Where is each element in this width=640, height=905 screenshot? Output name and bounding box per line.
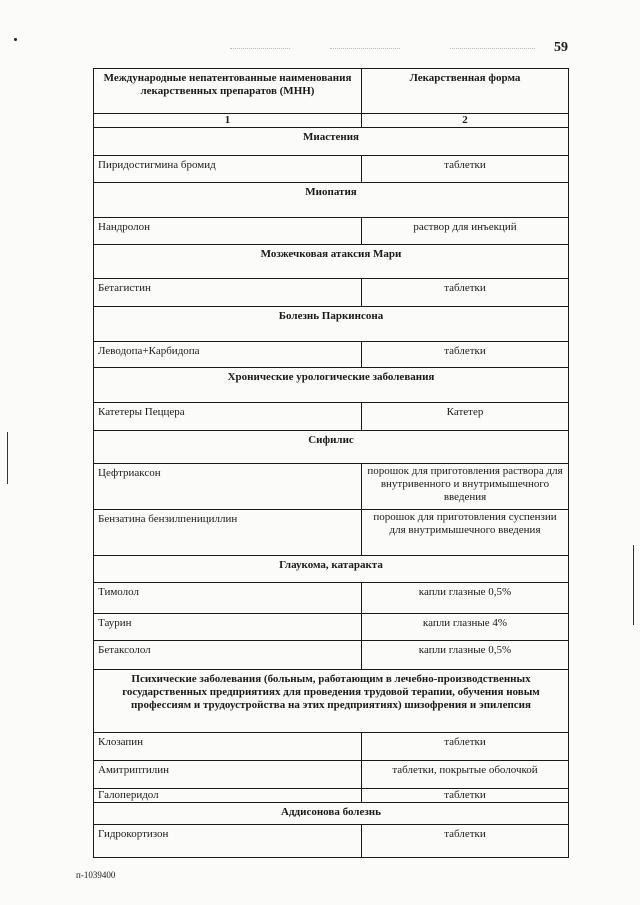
dosage-form: раствор для инъекций: [362, 218, 569, 245]
table-row: [94, 156, 569, 183]
dosage-form: Катетер: [362, 403, 569, 431]
section-title: Мозжечковая атаксия Мари: [94, 245, 569, 279]
drug-name: Галоперидол: [94, 789, 362, 803]
dosage-form: капли глазные 0,5%: [362, 583, 569, 614]
drug-name: Бензатина бензилпенициллин: [94, 510, 362, 556]
drug-name: Таурин: [94, 614, 362, 641]
document-code: п-1039400: [76, 870, 116, 880]
section-title: Болезнь Паркинсона: [94, 307, 569, 342]
section-row: [94, 183, 569, 218]
dosage-form: таблетки: [362, 789, 569, 803]
page-number: 59: [554, 40, 568, 55]
drug-name: Бетагистин: [94, 279, 362, 307]
drug-name: Гидрокортизон: [94, 825, 362, 858]
header-dosage-form: Лекарственная форма: [362, 69, 569, 114]
drug-name: Катетеры Пеццера: [94, 403, 362, 431]
scan-dash-line: [330, 48, 400, 49]
dosage-form: таблетки: [362, 733, 569, 761]
scan-dot: [14, 38, 17, 41]
drug-name: Леводопа+Карбидопа: [94, 342, 362, 368]
section-title: Миастения: [94, 128, 569, 156]
margin-mark: [633, 545, 634, 625]
table-row: [94, 825, 569, 858]
drug-name: Нандролон: [94, 218, 362, 245]
drug-name: Клозапин: [94, 733, 362, 761]
table-row: [94, 510, 569, 556]
header-mnn: Международные непатентованные наименования лекарственных препаратов (МНН): [94, 69, 362, 114]
table-row: [94, 218, 569, 245]
table-row: [94, 403, 569, 431]
section-row: [94, 307, 569, 342]
drug-name: Пиридостигмина бромид: [94, 156, 362, 183]
scan-dash-line: [450, 48, 535, 49]
dosage-form: капли глазные 4%: [362, 614, 569, 641]
dosage-form: таблетки: [362, 156, 569, 183]
section-title: Хронические урологические заболевания: [94, 368, 569, 403]
column-numbers-row: [94, 114, 569, 128]
dosage-form: таблетки: [362, 342, 569, 368]
section-row: [94, 556, 569, 583]
section-row: [94, 245, 569, 279]
dosage-form: таблетки, покрытые оболочкой: [362, 761, 569, 789]
section-title: Сифилис: [94, 431, 569, 464]
drug-name: Тимолол: [94, 583, 362, 614]
drug-name: Цефтриаксон: [94, 464, 362, 510]
column-number-1: 1: [94, 114, 362, 128]
column-number-2: 2: [362, 114, 569, 128]
dosage-form: порошок для приготовления суспензии для внутримышечного введения: [362, 510, 569, 556]
section-title: Миопатия: [94, 183, 569, 218]
section-title: Глаукома, катаракта: [94, 556, 569, 583]
section-row: [94, 128, 569, 156]
section-row: [94, 431, 569, 464]
section-title: Психические заболевания (больным, работающим в лечебно-производственных государственных предприятиях для проведения трудовой терапии, обучения новым профессиям и трудоустройства на этих предприятиях) шизофрения и эпилепсия: [94, 670, 569, 733]
table-row: [94, 583, 569, 614]
table-header-row: [94, 69, 569, 114]
section-row: [94, 368, 569, 403]
drug-name: Бетаксолол: [94, 641, 362, 670]
section-row: [94, 803, 569, 825]
table-row: [94, 342, 569, 368]
table-row: [94, 641, 569, 670]
table-row: [94, 614, 569, 641]
dosage-form: таблетки: [362, 279, 569, 307]
section-title: Аддисонова болезнь: [94, 803, 569, 825]
table-row: [94, 789, 569, 803]
table-row: [94, 279, 569, 307]
drug-name: Амитриптилин: [94, 761, 362, 789]
table-row: [94, 464, 569, 510]
dosage-form: таблетки: [362, 825, 569, 858]
medication-table: [93, 68, 569, 858]
table-row: [94, 761, 569, 789]
scan-dash-line: [230, 48, 290, 49]
dosage-form: порошок для приготовления раствора для внутривенного и внутримышечного введения: [362, 464, 569, 510]
table-row: [94, 733, 569, 761]
dosage-form: капли глазные 0,5%: [362, 641, 569, 670]
margin-mark: [7, 432, 8, 484]
section-row: [94, 670, 569, 733]
